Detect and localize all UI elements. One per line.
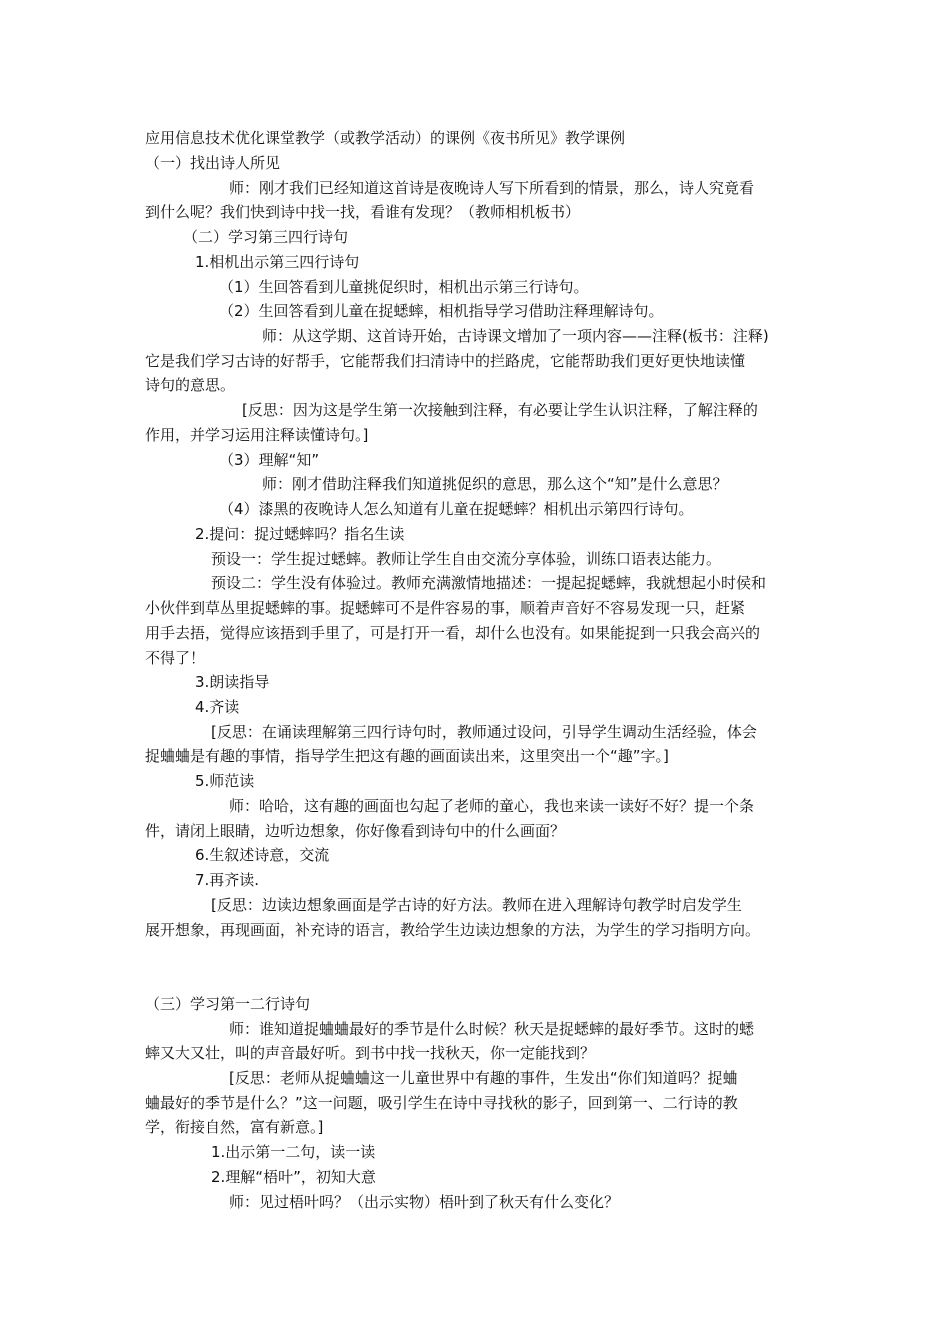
reflection-line: [反思：因为这是学生第一次接触到注释，有必要让学生认识注释，了解注释的 <box>242 401 758 419</box>
section-heading: （三）学习第一二行诗句 <box>145 995 311 1013</box>
paragraph-line: 师：刚才借助注释我们知道挑促织的意思，那么这个“知”是什么意思？ <box>262 475 728 493</box>
paragraph-line: 预设一：学生捉过蟋蟀。教师让学生自由交流分享体验，训练口语表达能力。 <box>211 550 722 568</box>
list-item: （1）生回答看到儿童挑促织时，相机出示第三行诗句。 <box>219 278 589 296</box>
paragraph-line: 不得了！ <box>145 649 206 667</box>
document-title: 应用信息技术优化课堂教学（或教学活动）的课例《夜书所见》教学课例 <box>145 129 626 147</box>
paragraph-line: 预设二：学生没有体验过。教师充满激情地描述：一提起捉蟋蟀，我就想起小时侯和 <box>211 574 767 592</box>
list-item: （2）生回答看到儿童在捉蟋蟀，相机指导学习借助注释理解诗句。 <box>219 302 664 320</box>
list-item: （3）理解“知” <box>219 451 320 469</box>
paragraph-line: 诗句的意思。 <box>145 376 236 394</box>
paragraph-line: 到什么呢？我们快到诗中找一找，看谁有发现？（教师相机板书） <box>145 203 581 221</box>
list-item: 3.朗读指导 <box>195 673 270 691</box>
list-item: 5.师范读 <box>195 772 255 790</box>
paragraph-line: 用手去捂，觉得应该捂到手里了，可是打开一看，却什么也没有。如果能捉到一只我会高兴的 <box>145 624 761 642</box>
list-item: 1.相机出示第三四行诗句 <box>195 253 360 271</box>
list-item: 2.理解“梧叶”，初知大意 <box>211 1168 376 1186</box>
paragraph-line: 小伙伴到草丛里捉蟋蟀的事。捉蟋蟀可不是件容易的事，顺着声音好不容易发现一只，赶紧 <box>145 599 746 617</box>
reflection-line: 展开想象，再现画面，补充诗的语言，教给学生边读边想象的方法，为学生的学习指明方向。 <box>145 921 761 939</box>
list-item: 4.齐读 <box>195 698 240 716</box>
paragraph-line: 师：从这学期、这首诗开始，古诗课文增加了一项内容——注释(板书：注释) <box>262 327 769 345</box>
list-item: （4）漆黑的夜晚诗人怎么知道有儿童在捉蟋蟀？相机出示第四行诗句。 <box>219 500 694 518</box>
reflection-line: 捉蛐蛐是有趣的事情，指导学生把这有趣的画面读出来，这里突出一个“趣”字。] <box>145 747 669 765</box>
paragraph-line: 师：见过梧叶吗？（出示实物）梧叶到了秋天有什么变化？ <box>229 1193 620 1211</box>
reflection-line: [反思：边读边想象画面是学古诗的好方法。教师在进入理解诗句教学时启发学生 <box>211 896 742 914</box>
paragraph-line: 师：哈哈，这有趣的画面也勾起了老师的童心，我也来读一读好不好？提一个条 <box>229 797 755 815</box>
list-item: 2.提问：捉过蟋蟀吗？指名生读 <box>195 525 405 543</box>
reflection-line: [反思：在诵读理解第三四行诗句时，教师通过设问，引导学生调动生活经验，体会 <box>211 723 757 741</box>
reflection-line: [反思：老师从捉蛐蛐这一儿童世界中有趣的事件，生发出“你们知道吗？捉蛐 <box>229 1069 738 1087</box>
section-heading: （一）找出诗人所见 <box>145 154 281 172</box>
section-heading: （二）学习第三四行诗句 <box>183 228 349 246</box>
paragraph-line: 件，请闭上眼睛，边听边想象，你好像看到诗句中的什么画面？ <box>145 822 566 840</box>
reflection-line: 作用，并学习运用注释读懂诗句。] <box>145 426 369 444</box>
paragraph-line: 它是我们学习古诗的好帮手，它能帮我们扫清诗中的拦路虎，它能帮助我们更好更快地读懂 <box>145 352 746 370</box>
list-item: 6.生叙述诗意，交流 <box>195 846 330 864</box>
reflection-line: 蛐最好的季节是什么？”这一问题，吸引学生在诗中寻找秋的影子，回到第一、二行诗的教 <box>145 1094 738 1112</box>
paragraph-line: 师：谁知道捉蛐蛐最好的季节是什么时候？秋天是捉蟋蟀的最好季节。这时的蟋 <box>229 1020 755 1038</box>
paragraph-line: 师：刚才我们已经知道这首诗是夜晚诗人写下所看到的情景，那么，诗人究竟看 <box>229 179 755 197</box>
paragraph-line: 蟀又大又壮，叫的声音最好听。到书中找一找秋天，你一定能找到？ <box>145 1044 596 1062</box>
list-item: 7.再齐读. <box>195 871 260 889</box>
reflection-line: 学，衔接自然，富有新意。] <box>145 1118 324 1136</box>
list-item: 1.出示第一二句，读一读 <box>211 1143 376 1161</box>
